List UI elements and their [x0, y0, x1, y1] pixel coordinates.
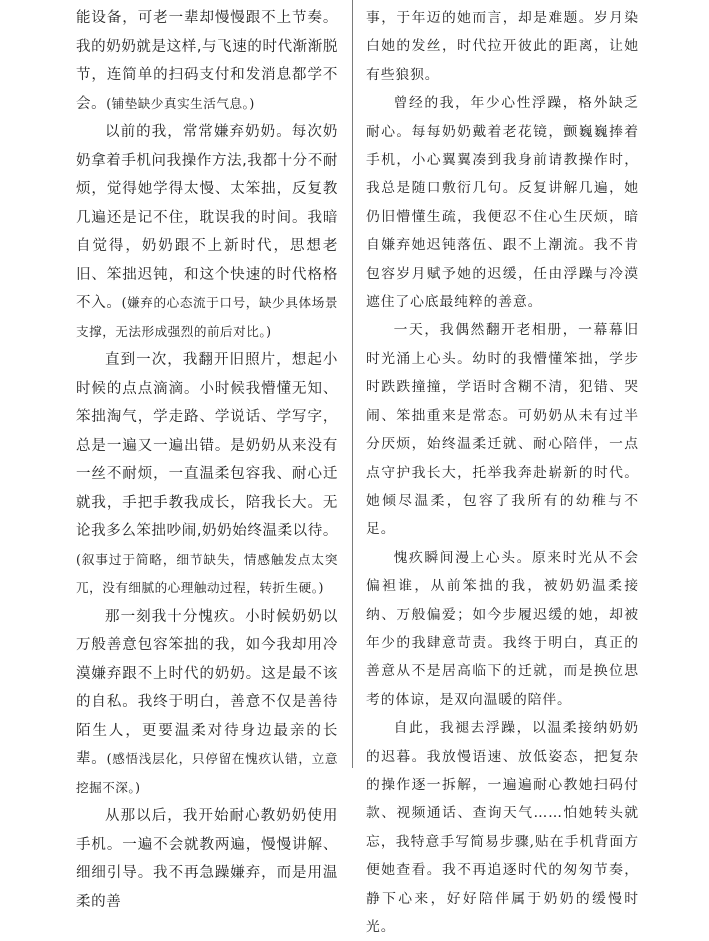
teacher-comment: (叙事过于简略，细节缺失，情感触发点太突兀，没有细腻的心理触动过程，转折生硬。)	[76, 551, 338, 595]
right-paragraph-3: 一天，我偶然翻开老相册，一幕幕旧时光涌上心头。幼时的我懵懂笨拙，学步时跌跌撞撞，学语时含糊不清，犯错、哭闹、笨拙重来是常态。可奶奶从未有过半分厌烦，始终温柔迁就、耐心陪伴，一点点守护我长大，托举我奔赴崭新的时代。她倾尽温柔，包容了我所有的幼稚与不足。	[366, 322, 639, 538]
left-column	[0, 0, 352, 910]
right-paragraph-5: 自此，我褪去浮躁，以温柔接纳奶奶的迟暮。我放慢语速、放低姿态，把复杂的操作逐一拆解，一遍遍耐心教她扫码付款、视频通话、查询天气……怕她转头就忘，我特意手写简易步骤,贴在手机背面方便她查看。我不再追逐时代的匆匆节奏，静下心来，好好陪伴属于奶奶的缓慢时光。	[366, 720, 639, 935]
essay-text: 以前的我，常常嫌弃奶奶。每次奶奶拿着手机问我操作方法,我都十分不耐烦，觉得她学得太慢、太笨拙，反复教几遍还是记不住，耽误我的时间。我暗自觉得，奶奶跟不上新时代，思想老旧、笨拙迟钝，和这个快速的时代格格不入。	[76, 124, 338, 311]
essay-text: 能设备，可老一辈却慢慢跟不上节奏。我的奶奶就是这样,与飞速的时代渐渐脱节，连简单的扫码支付和发消息都学不会。	[76, 10, 338, 112]
essay-text: 那一刻我十分愧疚。小时候奶奶以万般善意包容笨拙的我，如今我却用冷漠嫌弃跟不上时代的奶奶。这是最不该的自私。我终于明白，善意不仅是善待陌生人，更要温柔对待身边最亲的长辈。	[76, 608, 338, 767]
right-paragraph-1: 事，于年迈的她而言，却是难题。岁月染白她的发丝，时代拉开彼此的距离，让她有些狼狈。	[366, 10, 639, 83]
essay-text: 直到一次，我翻开旧照片，想起小时候的点点滴滴。小时候我懵懂无知、笨拙淘气，学走路、学说话、学写字，总是一遍又一遍出错。是奶奶从来没有一丝不耐烦，一直温柔包容我、耐心迁就我，手把手教我成长，陪我长大。无论我多么笨拙吵闹,奶奶始终温柔以待。	[76, 352, 338, 539]
right-paragraph-4: 愧疚瞬间漫上心头。原来时光从不会偏袒谁，从前笨拙的我，被奶奶温柔接纳、万般偏爱；如今步履迟缓的她，却被年少的我肆意苛责。我终于明白，真正的善意从不是居高临下的迁就，而是换位思考的体谅，是双向温暖的陪伴。	[366, 549, 639, 708]
teacher-comment: (感悟浅层化，只停留在愧疚认错，立意挖掘不深。)	[76, 751, 338, 795]
right-paragraph-2: 曾经的我，年少心性浮躁，格外缺乏耐心。每每奶奶戴着老花镜，颤巍巍捧着手机，小心翼翼凑到我身前请教操作时，我总是随口敷衍几句。反复讲解几遍，她仍旧懵懂生疏，我便忍不住心生厌烦，暗自嫌弃她迟钝落伍、跟不上潮流。我不肯包容岁月赋予她的迟缓，任由浮躁与冷漠遮住了心底最纯粹的善意。	[366, 95, 639, 311]
left-paragraph-4	[76, 603, 338, 803]
teacher-comment: (铺垫缺少真实生活气息。)	[106, 95, 255, 111]
column-divider	[352, 0, 353, 768]
left-paragraph-5	[76, 802, 338, 916]
right-column	[352, 0, 709, 935]
left-paragraph-1	[76, 4, 338, 118]
left-paragraph-2	[76, 118, 338, 346]
teacher-comment: (嫌弃的心态流于口号，缺少具体场景支撑，无法形成强烈的前后对比。)	[76, 295, 338, 339]
left-paragraph-3	[76, 346, 338, 603]
essay-text: 从那以后，我开始耐心教奶奶使用手机。一遍不会就教两遍，慢慢讲解、细细引导。我不再急躁嫌弃，而是用温柔的善	[76, 808, 338, 910]
